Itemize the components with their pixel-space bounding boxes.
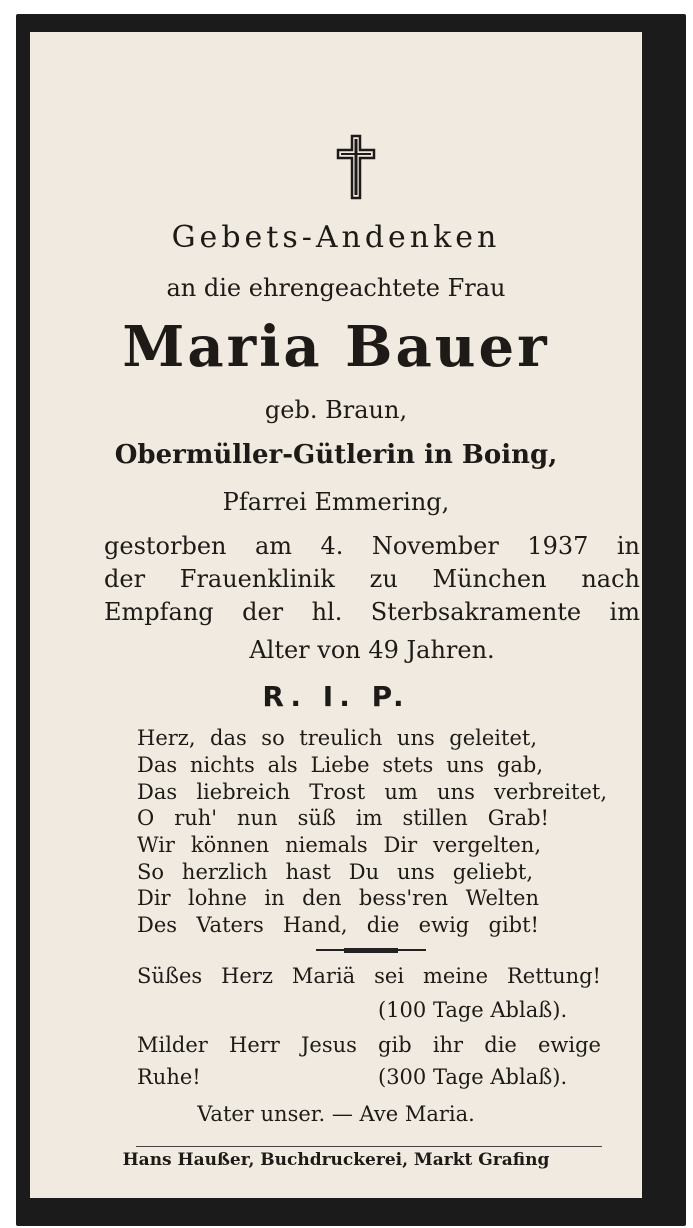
- poem-line: Wir können niemals Dir vergelten,: [137, 833, 541, 857]
- parish: Pfarrei Emmering,: [222, 488, 450, 516]
- poem-line: Das nichts als Liebe stets uns gab,: [137, 753, 543, 777]
- poem-line: Des Vaters Hand, die ewig gibt!: [137, 913, 539, 937]
- indulgence-prayer: Süßes Herz Mariä sei meine Rettung!: [137, 964, 601, 988]
- poem-line: Dir lohne in den bess'ren Welten: [137, 886, 539, 910]
- indulgence-prayer: Milder Herr Jesus gib ihr die ewige: [137, 1033, 601, 1057]
- card-title: Gebets-Andenken: [171, 220, 501, 255]
- indulgence-note: (100 Tage Ablaß).: [378, 998, 568, 1022]
- deceased-name: Maria Bauer: [122, 314, 550, 380]
- poem-line: So herzlich hast Du uns geliebt,: [137, 860, 533, 884]
- death-line: Alter von 49 Jahren.: [249, 636, 495, 664]
- closing-prayer: Vater unser. — Ave Maria.: [197, 1102, 475, 1126]
- occupation: Obermüller-Gütlerin in Boing,: [114, 440, 558, 470]
- printer-rule: [136, 1146, 602, 1147]
- indulgence-prayer: Ruhe!: [137, 1065, 201, 1089]
- death-line: gestorben am 4. November 1937 in: [104, 532, 640, 560]
- printer-credit: Hans Haußer, Buchdruckerei, Markt Grafing: [122, 1150, 550, 1170]
- card-subtitle: an die ehrengeachtete Frau: [166, 274, 506, 302]
- birth-name: geb. Braun,: [264, 396, 408, 424]
- death-line: der Frauenklinik zu München nach: [104, 565, 640, 593]
- poem-line: Das liebreich Trost um uns verbreitet,: [137, 780, 607, 804]
- rip-heading: R. I. P.: [262, 680, 410, 713]
- poem-line: O ruh' nun süß im stillen Grab!: [137, 806, 549, 830]
- ornamental-divider-center: [344, 948, 398, 953]
- death-line: Empfang der hl. Sterbsakramente im: [104, 598, 640, 626]
- cross-icon: [336, 134, 376, 200]
- indulgence-note: (300 Tage Ablaß).: [378, 1065, 568, 1089]
- poem-line: Herz, das so treulich uns geleitet,: [137, 726, 537, 750]
